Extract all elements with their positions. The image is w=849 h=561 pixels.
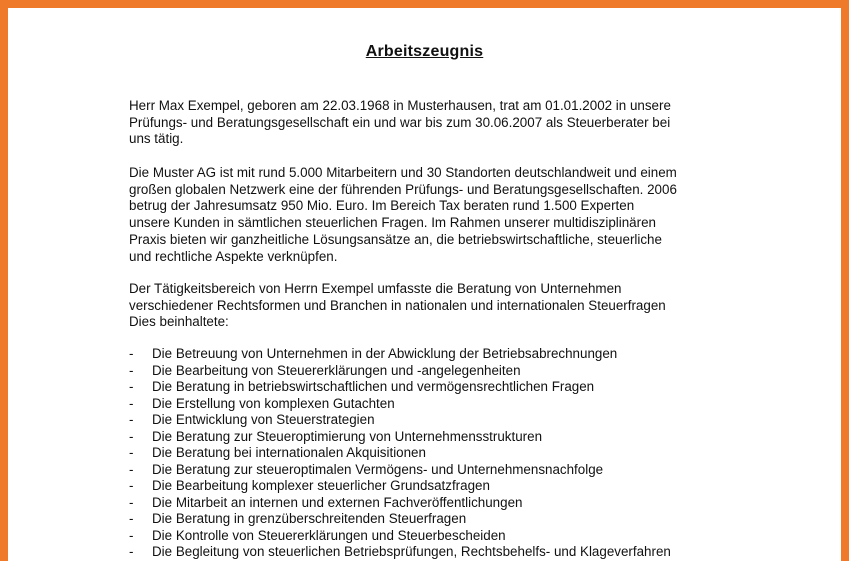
list-item bbox=[129, 528, 671, 545]
list-item-text: Die Beratung in grenzüberschreitenden Steuerfragen bbox=[152, 511, 467, 526]
list-item-text: Die Entwicklung von Steuerstrategien bbox=[152, 412, 375, 427]
paragraph-line: Praxis bieten wir ganzheitliche Lösungsansätze an, die betriebswirtschaftliche, steuerliche bbox=[129, 231, 662, 247]
paragraph-line: Die Muster AG ist mit rund 5.000 Mitarbeitern und 30 Standorten deutschlandweit und einem bbox=[129, 165, 677, 180]
list-item-text: Die Beratung in betriebswirtschaftlichen und vermögensrechtlichen Fragen bbox=[152, 379, 595, 394]
paragraph-line: Dies beinhaltete: bbox=[129, 314, 229, 330]
paragraph-line: verschiedener Rechtsformen und Branchen in nationalen und internationalen Steuerfragen bbox=[129, 297, 666, 313]
task-list bbox=[129, 346, 671, 561]
paragraph-intro bbox=[129, 98, 739, 148]
bullet-dash: - bbox=[129, 379, 134, 394]
bullet-dash: - bbox=[129, 494, 134, 510]
list-item bbox=[129, 511, 671, 528]
bullet-dash: - bbox=[129, 527, 134, 543]
list-item bbox=[129, 462, 671, 479]
list-item-text: Die Beratung zur Steueroptimierung von Unternehmensstrukturen bbox=[152, 428, 543, 444]
paragraph-line: betrug der Jahresumsatz 950 Mio. Euro. Im Bereich Tax beraten rund 1.500 Experten bbox=[129, 198, 635, 214]
list-item bbox=[129, 445, 671, 462]
paragraph-company bbox=[129, 165, 739, 265]
bullet-dash: - bbox=[129, 412, 134, 427]
paragraph-line: großen globalen Netzwerk eine der führenden Prüfungs- und Beratungsgesellschaften. 2006 bbox=[129, 181, 677, 197]
list-item-text: Die Mitarbeit an internen und externen Fachveröffentlichungen bbox=[152, 494, 523, 510]
paragraph-line: uns tätig. bbox=[129, 131, 184, 147]
list-item bbox=[129, 495, 671, 512]
list-item bbox=[129, 396, 671, 413]
list-item-text: Die Begleitung von steuerlichen Betriebsprüfungen, Rechtsbehelfs- und Klageverfahren bbox=[152, 544, 671, 559]
list-item bbox=[129, 346, 671, 363]
bullet-dash: - bbox=[129, 478, 134, 493]
paragraph-line: Herr Max Exempel, geboren am 22.03.1968 in Musterhausen, trat am 01.01.2002 in unsere bbox=[129, 98, 671, 113]
paragraph-line: und rechtliche Aspekte verknüpfen. bbox=[129, 248, 338, 264]
list-item bbox=[129, 478, 671, 495]
bullet-dash: - bbox=[129, 461, 134, 477]
bullet-dash: - bbox=[129, 346, 134, 361]
list-item-text: Die Kontrolle von Steuererklärungen und Steuerbescheiden bbox=[152, 527, 506, 543]
paragraph-line: unsere Kunden in sämtlichen steuerlichen Fragen. Im Rahmen unserer multidisziplinären bbox=[129, 215, 656, 231]
paragraph-responsibilities bbox=[129, 281, 739, 331]
list-item-text: Die Erstellung von komplexen Gutachten bbox=[152, 395, 395, 411]
list-item-text: Die Beratung zur steueroptimalen Vermögens- und Unternehmensnachfolge bbox=[152, 461, 604, 477]
bullet-dash: - bbox=[129, 395, 134, 411]
list-item-text: Die Beratung bei internationalen Akquisitionen bbox=[152, 445, 426, 460]
list-item-text: Die Betreuung von Unternehmen in der Abwicklung der Betriebsabrechnungen bbox=[152, 346, 618, 361]
bullet-dash: - bbox=[129, 511, 134, 526]
list-item bbox=[129, 544, 671, 561]
paragraph-line: Der Tätigkeitsbereich von Herrn Exempel umfasste die Beratung von Unternehmen bbox=[129, 281, 622, 296]
bullet-dash: - bbox=[129, 445, 134, 460]
bullet-dash: - bbox=[129, 544, 134, 559]
paragraph-line: Prüfungs- und Beratungsgesellschaft ein und war bis zum 30.06.2007 als Steuerberater bei bbox=[129, 114, 671, 130]
list-item-text: Die Bearbeitung komplexer steuerlicher Grundsatzfragen bbox=[152, 478, 490, 493]
list-item bbox=[129, 379, 671, 396]
bullet-dash: - bbox=[129, 428, 134, 444]
bullet-dash: - bbox=[129, 362, 134, 378]
list-item bbox=[129, 412, 671, 429]
list-item-text: Die Bearbeitung von Steuererklärungen und -angelegenheiten bbox=[152, 362, 521, 378]
list-item bbox=[129, 429, 671, 446]
document-title: Arbeitszeugnis bbox=[365, 43, 484, 60]
list-item bbox=[129, 363, 671, 380]
